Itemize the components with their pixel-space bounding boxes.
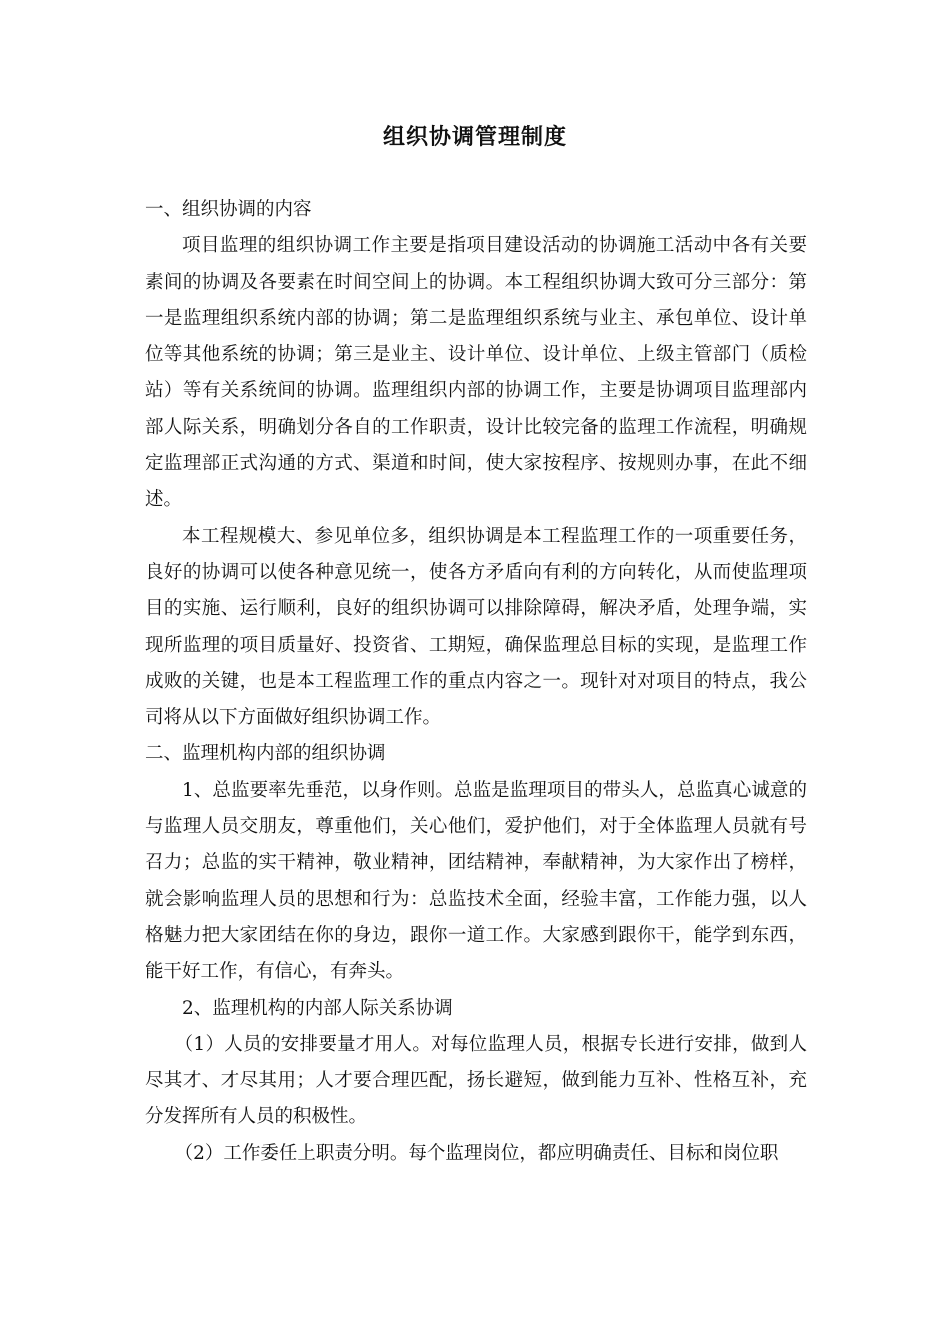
section-heading: 一、组织协调的内容 [145, 199, 312, 220]
sub-heading: 2、监理机构的内部人际关系协调 [182, 997, 453, 1019]
paragraph: 项目监理的组织协调工作主要是指项目建设活动的协调施工活动中各有关要素间的协调及各要素在时间空间上的协调。本工程组织协调大致可分三部分：第一是监理组织系统内部的协调；第二是监理组织系统与业主、承包单位、设计单位等其他系统的协调；第三是业主、设计单位、设计单位、上级主管部门（质检站）等有关系统间的协调。监理组织内部的协调工作，主要是协调项目监理部内部人际关系，明确划分各自的工作职责，设计比较完备的监理工作流程，明确规定监理部正式沟通的方式、渠道和时间，使大家按程序、按规则办事，在此不细述。 [145, 235, 807, 511]
list-item: （2）工作委任上职责分明。每个监理岗位，都应明确责任、目标和岗位职 [174, 1142, 779, 1164]
document-body [145, 192, 807, 1172]
document-title: 组织协调管理制度 [382, 125, 567, 150]
list-item: （1）人员的安排要量才用人。对每位监理人员，根据专长进行安排，做到人尽其才、才尽其用；人才要合理匹配，扬长避短，做到能力互补、性格互补，充分发挥所有人员的积极性。 [145, 1033, 807, 1128]
paragraph: 本工程规模大、参见单位多，组织协调是本工程监理工作的一项重要任务，良好的协调可以使各种意见统一，使各方矛盾向有利的方向转化，从而使监理项目的实施、运行顺利，良好的组织协调可以排除障碍，解决矛盾，处理争端，实现所监理的项目质量好、投资省、工期短，确保监理总目标的实现，是监理工作成败的关键，也是本工程监理工作的重点内容之一。现针对对项目的特点，我公司将从以下方面做好组织协调工作。 [145, 525, 807, 729]
section-heading: 二、监理机构内部的组织协调 [145, 743, 386, 765]
paragraph: 1、总监要率先垂范，以身作则。总监是监理项目的带头人，总监真心诚意的与监理人员交朋友，尊重他们，关心他们，爱护他们，对于全体监理人员就有号召力；总监的实干精神，敬业精神，团结精神，奉献精神，为大家作出了榜样，就会影响监理人员的思想和行为：总监技术全面，经验丰富，工作能力强，以人格魅力把大家团结在你的身边，跟你一道工作。大家感到跟你干，能学到东西，能干好工作，有信心，有奔头。 [145, 779, 807, 983]
